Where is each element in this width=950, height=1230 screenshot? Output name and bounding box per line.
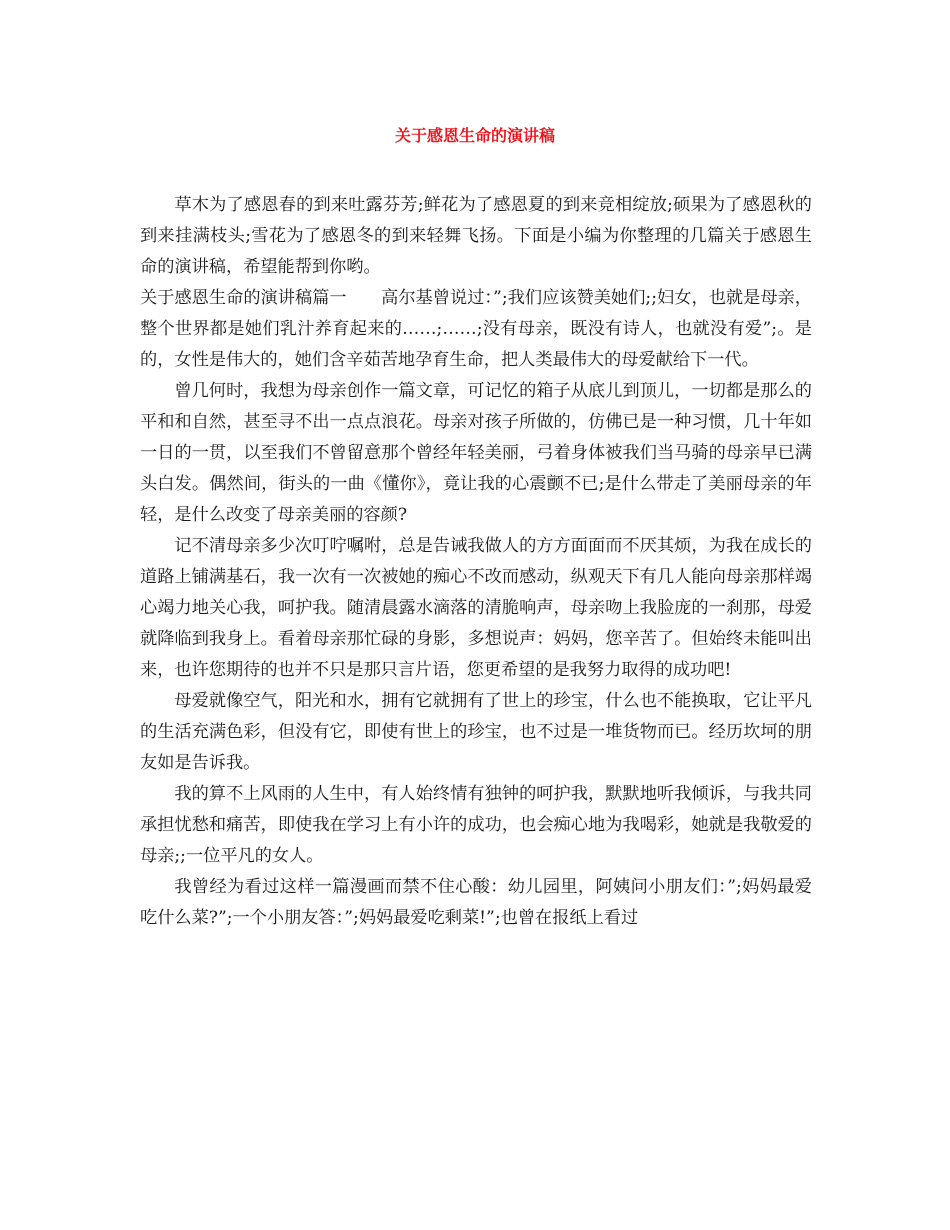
paragraph-protection: 我的算不上风雨的人生中，有人始终情有独钟的呵护我，默默地听我倾诉，与我共同承担忧愁和痛苦，即使我在学习上有小许的成功，也会痴心地为我喝彩，她就是我敬爱的母亲;;一位平凡的女人。 — [140, 784, 812, 866]
document-body — [140, 190, 812, 934]
paragraph-memory: 曾几何时，我想为母亲创作一篇文章，可记忆的箱子从底儿到顶儿，一切都是那么的平和和自然，甚至寻不出一点点浪花。母亲对孩子所做的，仿佛已是一种习惯，几十年如一日的一贯，以至我们不曾留意那个曾经年轻美丽，弓着身体被我们当马骑的母亲早已满头白发。偶然间，街头的一曲《懂你》，竟让我的心震颤不已;是什么带走了美丽母亲的年轻，是什么改变了母亲美丽的容颜? — [140, 381, 812, 525]
paragraph-intro: 草木为了感恩春的到来吐露芬芳;鲜花为了感恩夏的到来竞相绽放;硕果为了感恩秋的到来挂满枝头;雪花为了感恩冬的到来轻舞飞扬。下面是小编为你整理的几篇关于感恩生命的演讲稿，希望能帮到你哟。 — [140, 195, 812, 277]
document-title: 关于感恩生命的演讲稿 — [394, 126, 555, 145]
paragraph-air-sunlight: 母爱就像空气，阳光和水，拥有它就拥有了世上的珍宝，什么也不能换取，它让平凡的生活充满色彩，但没有它，即使有世上的珍宝，也不过是一堆货物而已。经历坎坷的朋友如是告诉我。 — [140, 691, 812, 773]
paragraph-cartoon: 我曾经为看过这样一篇漫画而禁不住心酸：幼儿园里，阿姨问小朋友们：”;妈妈最爱吃什么菜?”;一个小朋友答：”;妈妈最爱吃剩菜!”;也曾在报纸上看过 — [140, 877, 812, 928]
paragraph-care: 记不清母亲多少次叮咛嘱咐，总是告诫我做人的方方面面而不厌其烦，为我在成长的道路上铺满基石，我一次有一次被她的痴心不改而感动，纵观天下有几人能向母亲那样竭心竭力地关心我，呵护我。随清晨露水滴落的清脆响声，母亲吻上我脸庞的一刹那，母爱就降临到我身上。看着母亲那忙碌的身影，多想说声：妈妈，您辛苦了。但始终未能叫出来，也许您期待的也并不只是那只言片语，您更希望的是我努力取得的成功吧! — [140, 536, 812, 680]
paragraph-section-one: 关于感恩生命的演讲稿篇一 高尔基曾说过：”;我们应该赞美她们;;妇女，也就是母亲，整个世界都是她们乳汁养育起来的……;……;没有母亲，既没有诗人，也就没有爱”;。是的，女性是伟大的，她们含辛茹苦地孕育生命，把人类最伟大的母爱献给下一代。 — [140, 288, 812, 370]
